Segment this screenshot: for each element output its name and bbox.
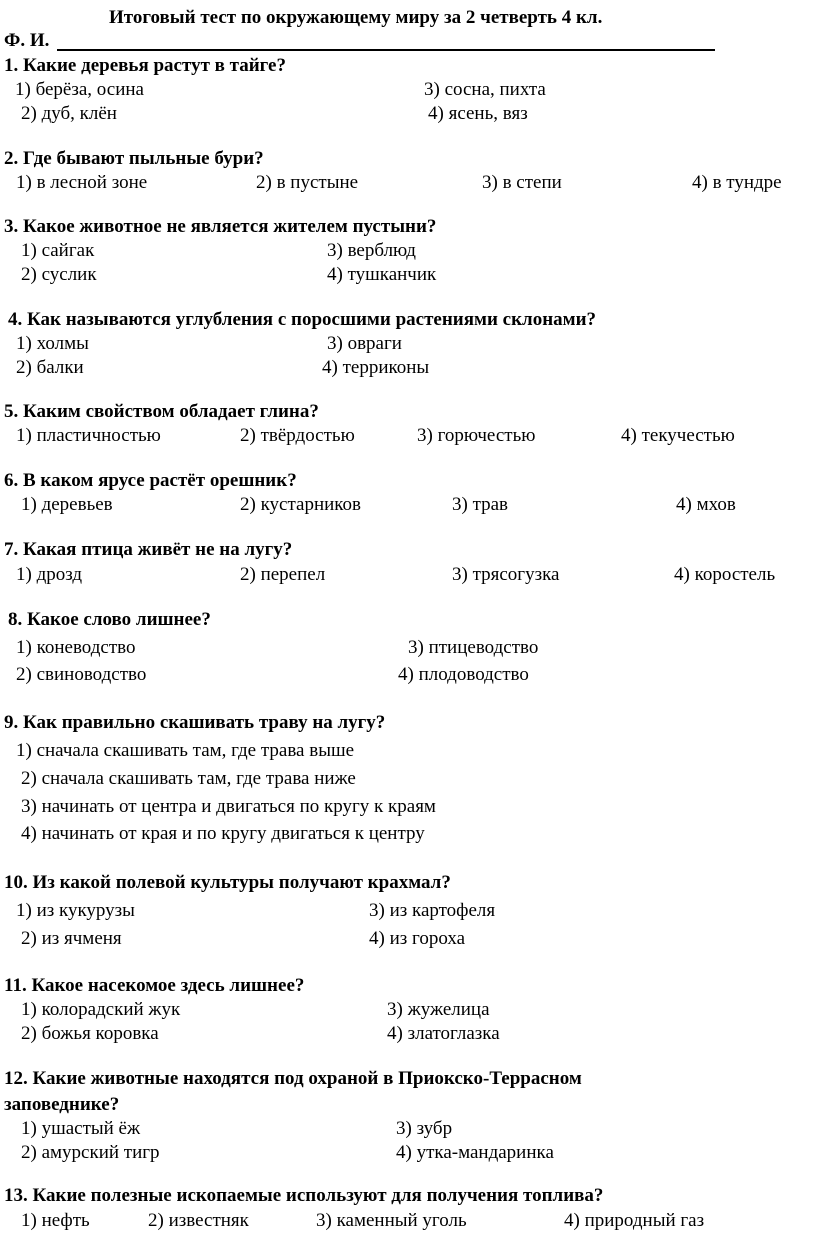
- question-7: 7. Какая птица живёт не на лугу?: [4, 539, 293, 560]
- answer-11-2: 2) божья коровка: [21, 1023, 159, 1044]
- question-11: 11. Какое насекомое здесь лишнее?: [4, 975, 305, 996]
- answer-1-1: 1) берёза, осина: [15, 79, 144, 100]
- answer-7-4: 4) коростель: [674, 564, 776, 585]
- answer-4-4: 4) терриконы: [322, 357, 430, 378]
- answer-13-3: 3) каменный уголь: [316, 1210, 467, 1231]
- answer-10-3: 3) из картофеля: [369, 900, 496, 921]
- answer-9-2: 2) сначала скашивать там, где трава ниже: [21, 768, 356, 789]
- question-3: 3. Какое животное не является жителем пустыни?: [4, 216, 437, 237]
- answer-12-4: 4) утка-мандаринка: [396, 1142, 554, 1163]
- answer-2-1: 1) в лесной зоне: [16, 172, 148, 193]
- question-8: 8. Какое слово лишнее?: [8, 609, 211, 630]
- question-4: 4. Как называются углубления с поросшими растениями склонами?: [8, 309, 597, 330]
- answer-9-1: 1) сначала скашивать там, где трава выше: [16, 740, 355, 761]
- answer-2-4: 4) в тундре: [692, 172, 782, 193]
- name-label: Ф. И.: [4, 30, 50, 51]
- answer-8-3: 3) птицеводство: [408, 637, 539, 658]
- answer-4-3: 3) овраги: [327, 333, 402, 354]
- answer-6-2: 2) кустарников: [240, 494, 362, 515]
- question-5: 5. Каким свойством обладает глина?: [4, 401, 319, 422]
- answer-6-1: 1) деревьев: [21, 494, 113, 515]
- answer-1-3: 3) сосна, пихта: [424, 79, 546, 100]
- answer-1-4: 4) ясень, вяз: [428, 103, 528, 124]
- answer-8-2: 2) свиноводство: [16, 664, 147, 685]
- answer-11-1: 1) колорадский жук: [21, 999, 181, 1020]
- answer-13-4: 4) природный газ: [564, 1210, 705, 1231]
- answer-13-1: 1) нефть: [21, 1210, 90, 1231]
- answer-5-2: 2) твёрдостью: [240, 425, 355, 446]
- answer-3-2: 2) суслик: [21, 264, 97, 285]
- question-13: 13. Какие полезные ископаемые используют для получения топлива?: [4, 1185, 604, 1206]
- question-9: 9. Как правильно скашивать траву на лугу?: [4, 712, 386, 733]
- question-6: 6. В каком ярусе растёт орешник?: [4, 470, 297, 491]
- answer-3-1: 1) сайгак: [21, 240, 95, 261]
- answer-1-2: 2) дуб, клён: [21, 103, 117, 124]
- answer-10-2: 2) из ячменя: [21, 928, 122, 949]
- answer-2-2: 2) в пустыне: [256, 172, 359, 193]
- question-12-cont: заповеднике?: [4, 1094, 120, 1115]
- question-10: 10. Из какой полевой культуры получают крахмал?: [4, 872, 451, 893]
- answer-7-3: 3) трясогузка: [452, 564, 560, 585]
- question-1: 1. Какие деревья растут в тайге?: [4, 55, 286, 76]
- answer-12-2: 2) амурский тигр: [21, 1142, 160, 1163]
- answer-8-1: 1) коневодство: [16, 637, 136, 658]
- answer-12-3: 3) зубр: [396, 1118, 453, 1139]
- answer-11-4: 4) златоглазка: [387, 1023, 500, 1044]
- answer-9-4: 4) начинать от края и по кругу двигаться к центру: [21, 823, 425, 844]
- answer-10-1: 1) из кукурузы: [16, 900, 135, 921]
- answer-4-2: 2) балки: [16, 357, 84, 378]
- answer-11-3: 3) жужелица: [387, 999, 490, 1020]
- answer-2-3: 3) в степи: [482, 172, 562, 193]
- answer-8-4: 4) плодоводство: [398, 664, 529, 685]
- question-12: 12. Какие животные находятся под охраной в Приокско-Террасном: [4, 1068, 582, 1089]
- answer-13-2: 2) известняк: [148, 1210, 249, 1231]
- answer-10-4: 4) из гороха: [369, 928, 466, 949]
- answer-7-2: 2) перепел: [240, 564, 326, 585]
- name-underline: [57, 49, 715, 51]
- answer-3-3: 3) верблюд: [327, 240, 416, 261]
- answer-12-1: 1) ушастый ёж: [21, 1118, 141, 1139]
- answer-9-3: 3) начинать от центра и двигаться по кругу к краям: [21, 796, 436, 817]
- answer-7-1: 1) дрозд: [16, 564, 83, 585]
- answer-5-4: 4) текучестью: [621, 425, 735, 446]
- answer-6-4: 4) мхов: [676, 494, 736, 515]
- question-2: 2. Где бывают пыльные бури?: [4, 148, 264, 169]
- answer-4-1: 1) холмы: [16, 333, 89, 354]
- answer-3-4: 4) тушканчик: [327, 264, 437, 285]
- answer-5-1: 1) пластичностью: [16, 425, 161, 446]
- page-title: Итоговый тест по окружающему миру за 2 четверть 4 кл.: [109, 7, 603, 28]
- answer-5-3: 3) горючестью: [417, 425, 536, 446]
- answer-6-3: 3) трав: [452, 494, 509, 515]
